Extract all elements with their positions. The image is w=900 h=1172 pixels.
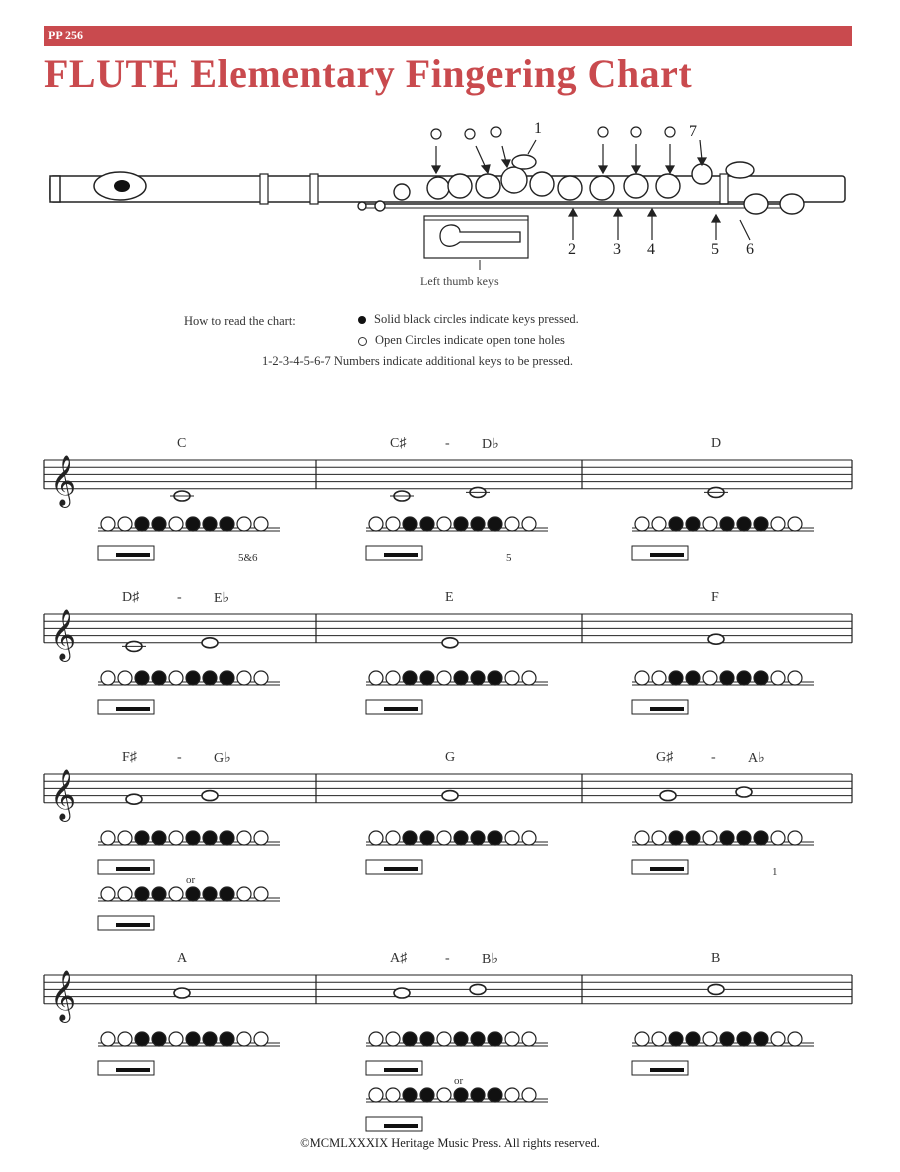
open-key — [386, 1088, 400, 1102]
pressed-key — [471, 831, 485, 845]
open-key — [437, 517, 451, 531]
open-key — [169, 671, 183, 685]
note-head — [174, 988, 190, 998]
open-key — [703, 831, 717, 845]
note-head — [660, 791, 676, 801]
open-key — [254, 831, 268, 845]
open-key — [254, 671, 268, 685]
pressed-key — [203, 887, 217, 901]
pressed-key — [152, 831, 166, 845]
open-key — [101, 887, 115, 901]
legend-solid-text: Solid black circles indicate keys pressed. — [374, 312, 579, 326]
note-head — [394, 988, 410, 998]
treble-clef-icon: 𝄞 — [50, 969, 77, 1021]
pressed-key — [403, 1088, 417, 1102]
open-key — [652, 517, 666, 531]
pressed-key — [471, 1088, 485, 1102]
note-name: F — [711, 590, 719, 605]
pressed-key — [186, 831, 200, 845]
fingering-diagram — [366, 517, 548, 560]
callout-1: 1 — [534, 120, 542, 137]
pressed-key — [488, 517, 502, 531]
staff-row — [44, 455, 852, 508]
catalog-code: PP 256 — [48, 28, 83, 42]
open-key — [169, 517, 183, 531]
pressed-key — [186, 671, 200, 685]
note-name: A — [177, 951, 188, 966]
pressed-key — [152, 1032, 166, 1046]
pressed-key — [186, 517, 200, 531]
pressed-key — [403, 517, 417, 531]
legend-heading: How to read the chart: — [184, 314, 296, 328]
pressed-key — [471, 1032, 485, 1046]
note-name: C — [177, 436, 187, 451]
open-key — [652, 671, 666, 685]
pressed-key — [135, 831, 149, 845]
open-key — [169, 887, 183, 901]
open-key — [101, 671, 115, 685]
note-name-flat: D♭ — [482, 437, 499, 452]
open-key — [254, 887, 268, 901]
note-name-sharp: G♯ — [656, 750, 674, 765]
open-key — [437, 671, 451, 685]
note-name: G — [445, 750, 456, 765]
fingering-diagram — [98, 671, 280, 714]
open-key — [237, 671, 251, 685]
open-key — [703, 671, 717, 685]
pressed-key — [686, 1032, 700, 1046]
open-key — [652, 1032, 666, 1046]
legend-open-text: Open Circles indicate open tone holes — [375, 333, 565, 347]
open-key — [437, 1032, 451, 1046]
pressed-key — [754, 1032, 768, 1046]
pressed-key — [152, 671, 166, 685]
note-name-sharp: D♯ — [122, 590, 140, 605]
pressed-key — [454, 1032, 468, 1046]
open-key — [788, 671, 802, 685]
open-key — [237, 1032, 251, 1046]
open-key — [505, 1032, 519, 1046]
staff-row — [44, 769, 852, 822]
pressed-key — [454, 671, 468, 685]
pressed-key — [403, 671, 417, 685]
open-key — [254, 517, 268, 531]
callout-3: 3 — [613, 241, 621, 258]
fingering-diagram — [632, 517, 814, 560]
staff-row — [44, 970, 852, 1023]
pressed-key — [686, 517, 700, 531]
pressed-key — [669, 1032, 683, 1046]
fingering-diagram — [98, 1032, 280, 1075]
open-key — [118, 1032, 132, 1046]
note-head — [126, 794, 142, 804]
pressed-key — [135, 1032, 149, 1046]
open-key — [169, 831, 183, 845]
open-key — [101, 1032, 115, 1046]
open-key — [635, 517, 649, 531]
open-key — [254, 1032, 268, 1046]
pressed-key — [203, 1032, 217, 1046]
pressed-key — [203, 831, 217, 845]
open-key — [635, 1032, 649, 1046]
note-name: B — [711, 951, 721, 966]
callout-7: 7 — [689, 123, 697, 140]
pressed-key — [737, 831, 751, 845]
pressed-key — [203, 517, 217, 531]
pressed-key — [720, 671, 734, 685]
open-key — [369, 517, 383, 531]
pressed-key — [403, 1032, 417, 1046]
pressed-key — [754, 671, 768, 685]
pressed-key — [220, 887, 234, 901]
open-key — [237, 517, 251, 531]
open-key — [788, 517, 802, 531]
open-key — [635, 831, 649, 845]
fingering-diagram — [632, 671, 814, 714]
note-name-flat: B♭ — [482, 952, 498, 967]
pressed-key — [686, 671, 700, 685]
open-key — [788, 831, 802, 845]
pressed-key — [135, 887, 149, 901]
pressed-key — [754, 517, 768, 531]
note-name: E — [445, 590, 454, 605]
pressed-key — [669, 517, 683, 531]
pressed-key — [420, 1032, 434, 1046]
name-separator: - — [177, 590, 182, 605]
open-key — [771, 671, 785, 685]
open-key — [652, 831, 666, 845]
fingering-diagram — [366, 831, 548, 874]
pressed-key — [720, 1032, 734, 1046]
pressed-key — [454, 517, 468, 531]
pressed-key — [488, 1032, 502, 1046]
open-key — [771, 831, 785, 845]
open-key — [118, 887, 132, 901]
additional-keys-label: 1 — [772, 866, 778, 878]
pressed-key — [488, 831, 502, 845]
pressed-key — [488, 671, 502, 685]
treble-clef-icon: 𝄞 — [50, 608, 77, 660]
open-key — [369, 1032, 383, 1046]
open-key — [369, 1088, 383, 1102]
open-key — [118, 831, 132, 845]
note-head — [442, 791, 458, 801]
open-key — [522, 671, 536, 685]
open-key — [386, 1032, 400, 1046]
additional-keys-label: 5&6 — [238, 552, 258, 564]
pressed-key — [454, 1088, 468, 1102]
pressed-key — [403, 831, 417, 845]
pressed-key — [135, 517, 149, 531]
open-key — [369, 831, 383, 845]
pressed-key — [737, 517, 751, 531]
thumb-keys-label: Left thumb keys — [420, 274, 499, 288]
note-head — [708, 984, 724, 994]
open-key — [237, 887, 251, 901]
note-head — [736, 787, 752, 797]
pressed-key — [669, 831, 683, 845]
note-head — [202, 638, 218, 648]
pressed-key — [186, 1032, 200, 1046]
open-key — [386, 671, 400, 685]
open-key — [522, 517, 536, 531]
note-name-flat: G♭ — [214, 751, 231, 766]
pressed-key — [720, 517, 734, 531]
pressed-key — [471, 671, 485, 685]
pressed-key — [686, 831, 700, 845]
pressed-key — [152, 517, 166, 531]
open-key — [522, 1032, 536, 1046]
pressed-key — [454, 831, 468, 845]
fingering-diagram — [632, 1032, 814, 1075]
treble-clef-icon: 𝄞 — [50, 454, 77, 506]
open-key — [505, 1088, 519, 1102]
pressed-key — [737, 671, 751, 685]
pressed-key — [420, 517, 434, 531]
pressed-key — [203, 671, 217, 685]
open-key — [522, 831, 536, 845]
pressed-key — [220, 671, 234, 685]
open-key — [118, 517, 132, 531]
open-key — [118, 671, 132, 685]
staff-row — [44, 609, 852, 662]
pressed-key — [152, 887, 166, 901]
open-key — [237, 831, 251, 845]
fingering-diagram — [632, 831, 814, 874]
open-key — [635, 671, 649, 685]
pressed-key — [220, 831, 234, 845]
legend-numbers-prefix: 1-2-3-4-5-6-7 — [262, 354, 331, 368]
callout-2: 2 — [568, 241, 576, 258]
name-separator: - — [445, 436, 450, 451]
pressed-key — [471, 517, 485, 531]
legend-numbers-text: Numbers indicate additional keys to be pressed. — [333, 354, 574, 368]
note-head — [470, 984, 486, 994]
open-key — [386, 517, 400, 531]
additional-keys-label: 5 — [506, 552, 512, 564]
fingering-diagram-alternate — [98, 887, 280, 930]
open-key — [703, 1032, 717, 1046]
open-key — [771, 1032, 785, 1046]
treble-clef-icon: 𝄞 — [50, 768, 77, 820]
note-head — [202, 791, 218, 801]
open-key — [505, 517, 519, 531]
pressed-key — [669, 671, 683, 685]
pressed-key — [420, 1088, 434, 1102]
open-key — [386, 831, 400, 845]
note-name-sharp: A♯ — [390, 951, 408, 966]
note-name-flat: A♭ — [748, 751, 765, 766]
note-name-sharp: F♯ — [122, 750, 137, 765]
note-name-flat: E♭ — [214, 591, 230, 606]
name-separator: - — [177, 750, 182, 765]
fingering-diagram — [366, 1032, 548, 1075]
open-key — [522, 1088, 536, 1102]
open-key — [437, 831, 451, 845]
note-head — [442, 638, 458, 648]
open-key — [788, 1032, 802, 1046]
pressed-key — [754, 831, 768, 845]
name-separator: - — [711, 750, 716, 765]
callout-5: 5 — [711, 241, 719, 258]
note-name-sharp: C♯ — [390, 436, 407, 451]
pressed-key — [186, 887, 200, 901]
pressed-key — [720, 831, 734, 845]
pressed-key — [220, 1032, 234, 1046]
open-key — [369, 671, 383, 685]
callout-4: 4 — [647, 241, 655, 258]
note-name: D — [711, 436, 722, 451]
open-key — [169, 1032, 183, 1046]
alternate-fingering-or: or — [454, 1075, 464, 1087]
copyright: ©MCMLXXXIX Heritage Music Press. All rights reserved. — [300, 1136, 600, 1150]
fingering-diagram — [366, 671, 548, 714]
callout-6: 6 — [746, 241, 754, 258]
open-key — [101, 517, 115, 531]
alternate-fingering-or: or — [186, 874, 196, 886]
fingering-diagram — [98, 831, 280, 874]
open-key — [505, 671, 519, 685]
pressed-key — [420, 671, 434, 685]
pressed-key — [420, 831, 434, 845]
open-key — [771, 517, 785, 531]
pressed-key — [737, 1032, 751, 1046]
open-key — [101, 831, 115, 845]
page-title: FLUTE Elementary Fingering Chart — [44, 51, 693, 96]
open-key — [703, 517, 717, 531]
name-separator: - — [445, 951, 450, 966]
pressed-key — [220, 517, 234, 531]
note-head — [708, 634, 724, 644]
fingering-diagram-alternate — [366, 1088, 548, 1131]
open-key — [437, 1088, 451, 1102]
open-key — [505, 831, 519, 845]
pressed-key — [135, 671, 149, 685]
pressed-key — [488, 1088, 502, 1102]
